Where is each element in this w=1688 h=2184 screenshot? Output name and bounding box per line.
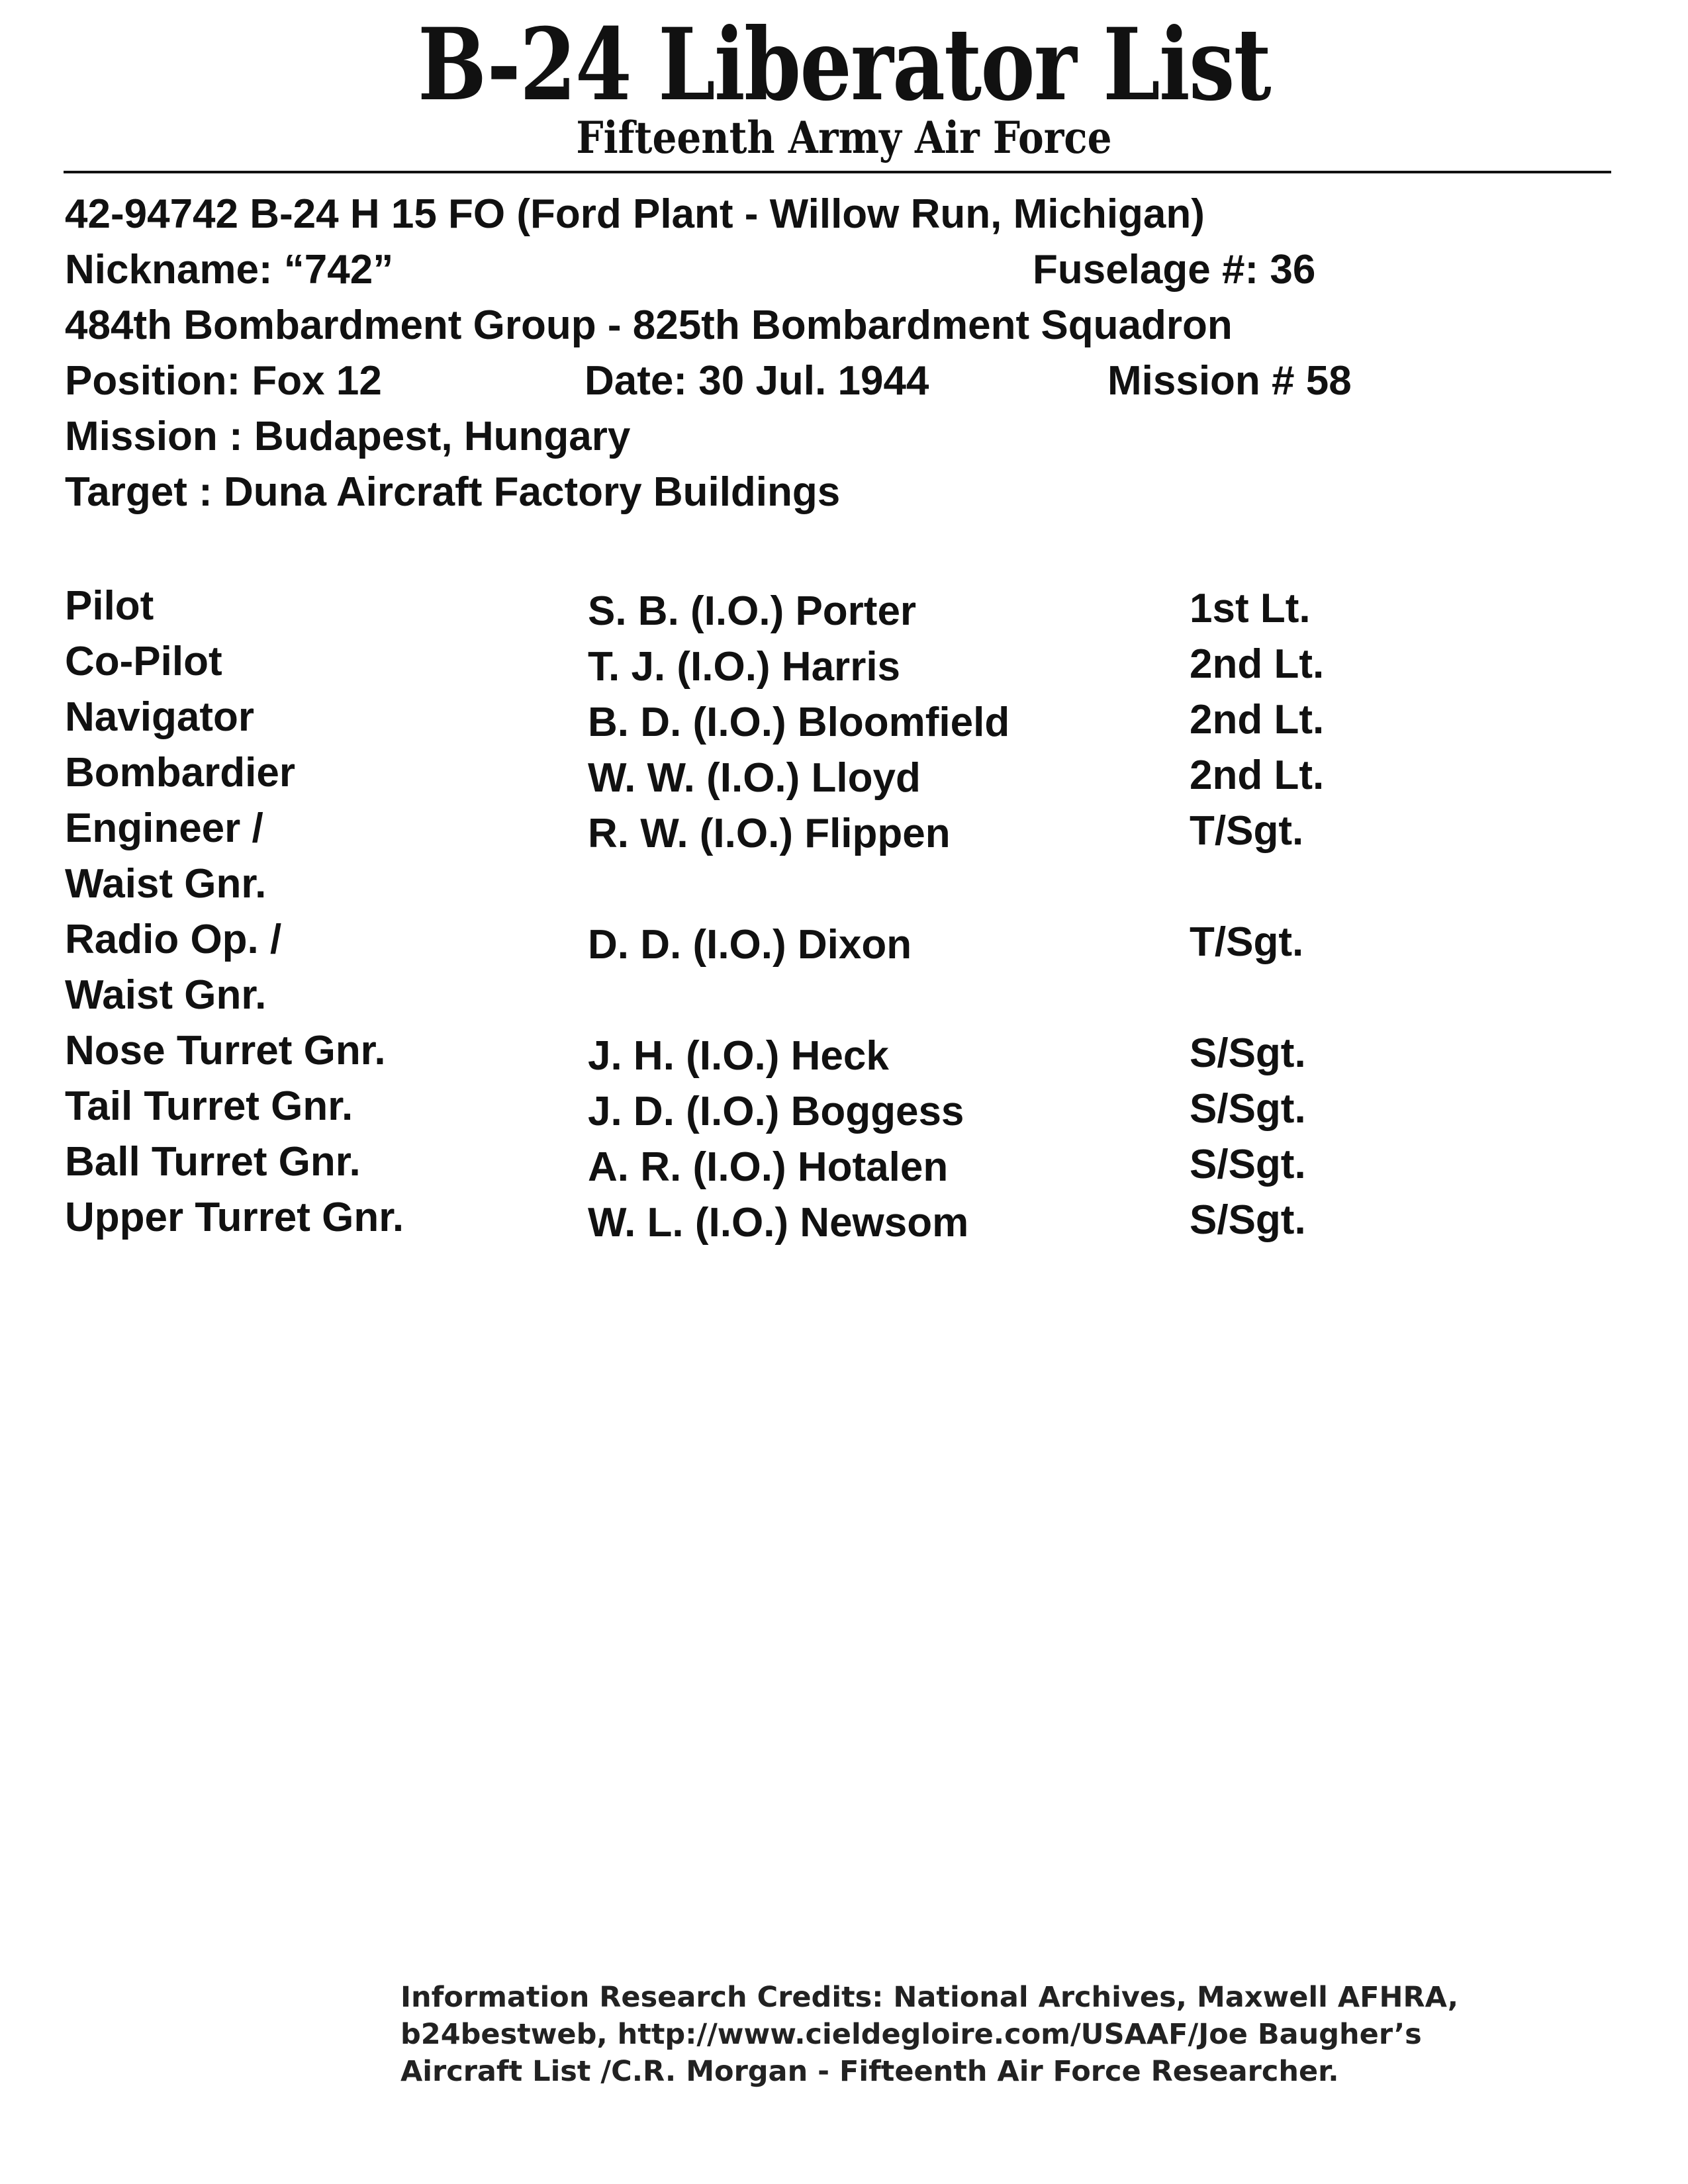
mission-number: Mission # 58 — [1107, 358, 1352, 404]
crew-position: Bombardier — [65, 750, 295, 796]
crew-name: R. W. (I.O.) Flippen — [588, 811, 951, 856]
mission-date: Date: 30 Jul. 1944 — [585, 358, 929, 404]
crew-rank: 2nd Lt. — [1190, 697, 1325, 743]
crew-name: W. W. (I.O.) Lloyd — [588, 755, 921, 801]
header-divider — [64, 171, 1611, 173]
fuselage-number: Fuselage #: 36 — [1033, 247, 1316, 293]
crew-position-continued: Waist Gnr. — [65, 861, 267, 907]
crew-position: Tail Turret Gnr. — [65, 1083, 353, 1129]
serial-line: 42-94742 B-24 H 15 FO (Ford Plant - Willow Run, Michigan) — [65, 191, 1205, 237]
crew-rank: S/Sgt. — [1190, 1197, 1306, 1243]
mission-target: Target : Duna Aircraft Factory Buildings — [65, 469, 841, 515]
crew-name: D. D. (I.O.) Dixon — [588, 922, 912, 968]
crew-position: Navigator — [65, 694, 254, 740]
crew-rank: S/Sgt. — [1190, 1030, 1306, 1076]
crew-position: Nose Turret Gnr. — [65, 1028, 386, 1073]
crew-rank: 2nd Lt. — [1190, 752, 1325, 798]
page-title: B-24 Liberator List — [418, 7, 1270, 123]
credits-line: b24bestweb, http://www.cieldegloire.com/USAAF/Joe Baugher’s — [400, 2018, 1422, 2051]
research-credits — [400, 1979, 1460, 2090]
crew-position: Pilot — [65, 583, 154, 629]
crew-name: W. L. (I.O.) Newsom — [588, 1200, 969, 1246]
crew-name: S. B. (I.O.) Porter — [588, 588, 917, 634]
crew-name: A. R. (I.O.) Hotalen — [588, 1144, 949, 1190]
crew-rank: T/Sgt. — [1190, 808, 1304, 854]
crew-position: Co-Pilot — [65, 639, 222, 684]
crew-position: Ball Turret Gnr. — [65, 1139, 361, 1185]
crew-position: Upper Turret Gnr. — [65, 1195, 404, 1240]
crew-name: T. J. (I.O.) Harris — [588, 644, 901, 690]
formation-position: Position: Fox 12 — [65, 358, 382, 404]
crew-name: J. H. (I.O.) Heck — [588, 1033, 889, 1079]
page-subtitle: Fifteenth Army Air Force — [576, 112, 1112, 163]
crew-name: J. D. (I.O.) Boggess — [588, 1089, 964, 1134]
crew-rank: S/Sgt. — [1190, 1142, 1306, 1187]
crew-rank: S/Sgt. — [1190, 1086, 1306, 1132]
crew-position: Engineer / — [65, 805, 263, 851]
crew-rank: 2nd Lt. — [1190, 641, 1325, 687]
nickname: Nickname: “742” — [65, 247, 394, 293]
crew-rank: T/Sgt. — [1190, 919, 1304, 965]
mission-location: Mission : Budapest, Hungary — [65, 414, 631, 459]
crew-name: B. D. (I.O.) Bloomfield — [588, 700, 1010, 745]
group-squadron: 484th Bombardment Group - 825th Bombardment Squadron — [65, 302, 1233, 348]
crew-position: Radio Op. / — [65, 917, 282, 962]
credits-line: Information Research Credits: National Archives, Maxwell AFHRA, — [400, 1981, 1459, 2014]
crew-position-continued: Waist Gnr. — [65, 972, 267, 1018]
crew-rank: 1st Lt. — [1190, 586, 1311, 631]
credits-line: Aircraft List /C.R. Morgan - Fifteenth Air Force Researcher. — [400, 2055, 1339, 2088]
